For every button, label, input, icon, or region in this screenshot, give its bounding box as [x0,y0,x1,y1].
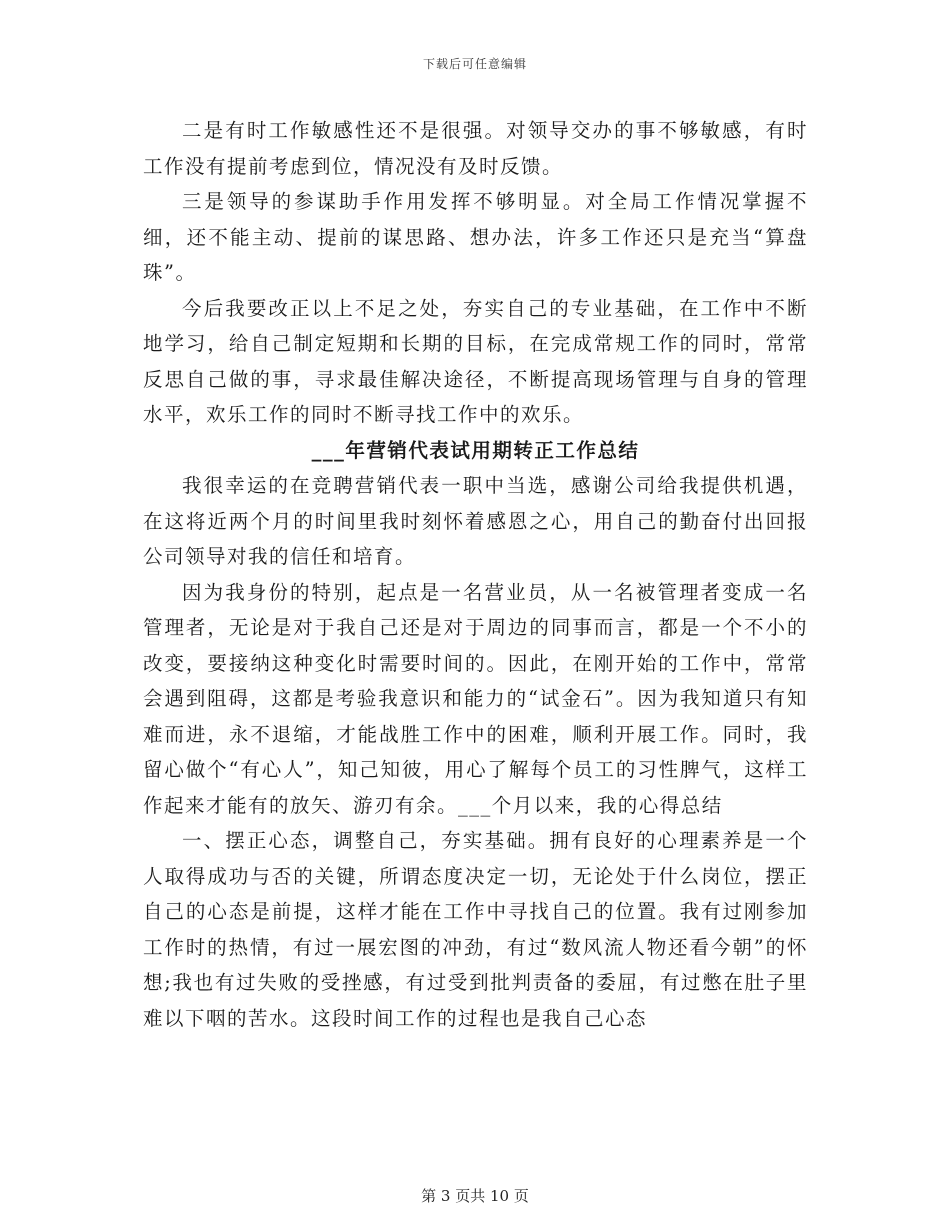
page-footer: 第 3 页共 10 页 [421,1187,529,1205]
paragraph-advisor-role: 三是领导的参谋助手作用发挥不够明显。对全局工作情况掌握不细，还不能主动、提前的谋思路、想办法，许多工作还只是充当“算盘珠”。 [143,190,808,284]
paragraph-improvement: 今后我要改正以上不足之处，夯实自己的专业基础，在工作中不断地学习，给自己制定短期和长期的目标，在完成常规工作的同时，常常反思自己做的事，寻求最佳解决途径，不断提高现场管理与自身的管理水平，欢乐工作的同时不断寻找工作中的欢乐。 [143,296,808,426]
page-header: 下载后可任意编辑 [422,57,527,71]
paragraph-identity-change: 因为我身份的特别，起点是一名营业员，从一名被管理者变成一名管理者，无论是对于我自己还是对于周边的同事而言，都是一个不小的改变，要接纳这种变化时需要时间的。因此，在刚开始的工作中，常常会遇到阻碍，这都是考验我意识和能力的“试金石”。因为我知道只有知难而进，永不退缩，才能战胜工作中的困难，顺利开展工作。同时，我留心做个“有心人”，知己知彼，用心了解每个员工的习性脾气，这样工作起来才能有的放矢、游刃有余。___个月以来，我的心得总结 [143,580,808,817]
paragraph-mindset: 一、摆正心态，调整自己，夯实基础。拥有良好的心理素养是一个人取得成功与否的关键，所谓态度决定一切，无论处于什么岗位，摆正自己的心态是前提，这样才能在工作中寻找自己的位置。我有过刚参加工作时的热情，有过一展宏图的冲劲，有过“数风流人物还看今朝”的怀想;我也有过失败的受挫感，有过受到批判责备的委屈，有过憋在肚子里难以下咽的苦水。这段时间工作的过程也是我自己心态 [143,829,808,1030]
document-body [143,113,808,1036]
paragraph-gratitude: 我很幸运的在竞聘营销代表一职中当选，感谢公司给我提供机遇，在这将近两个月的时间里我时刻怀着感恩之心，用自己的勤奋付出回报公司领导对我的信任和培育。 [143,474,808,568]
section-heading: ___年营销代表试用期转正工作总结 [311,438,640,462]
paragraph-sensitivity: 二是有时工作敏感性还不是很强。对领导交办的事不够敏感，有时工作没有提前考虑到位，情况没有及时反馈。 [143,119,808,178]
